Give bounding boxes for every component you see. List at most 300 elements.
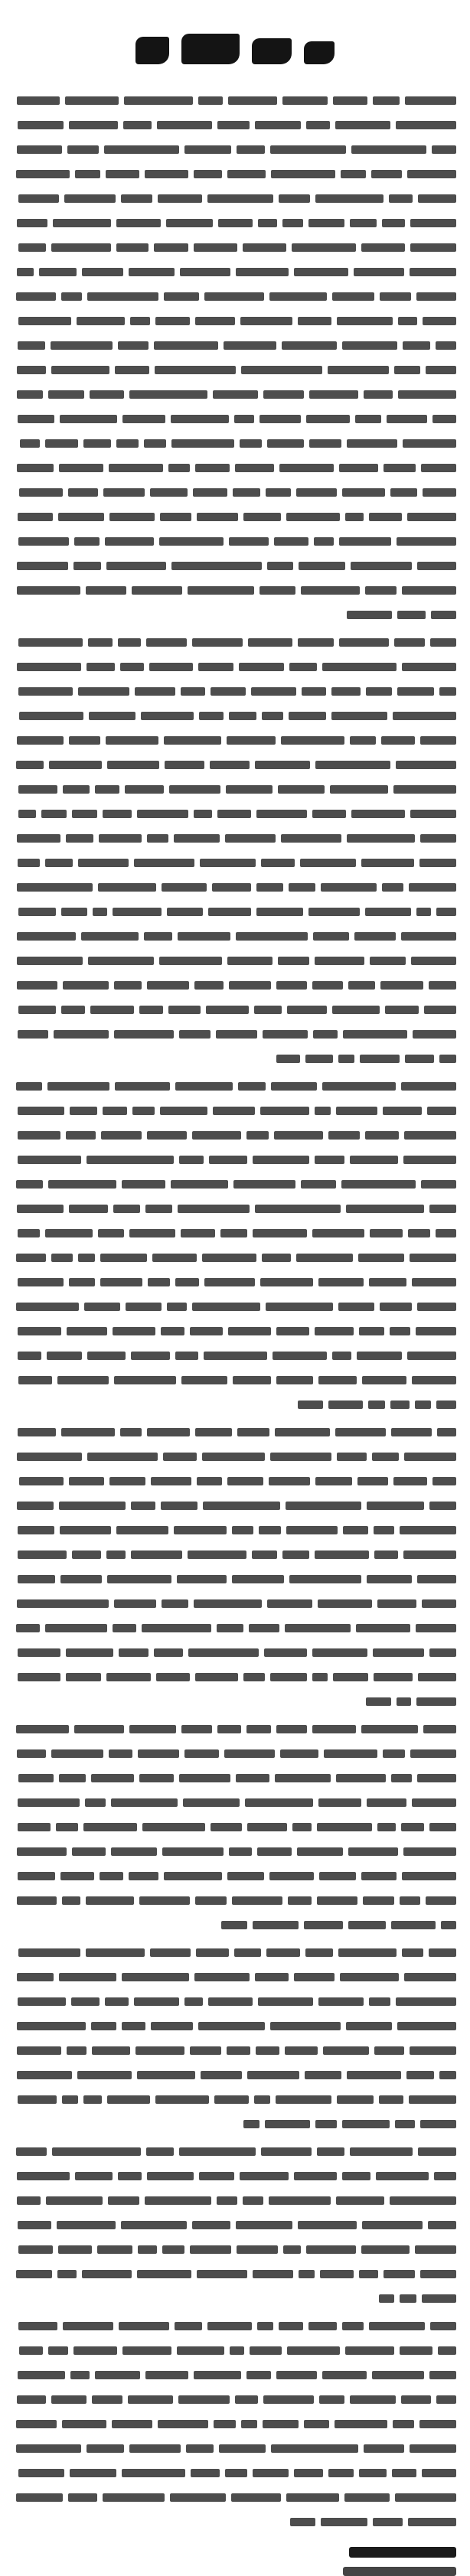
text-word bbox=[337, 2095, 374, 2104]
text-word bbox=[57, 2221, 116, 2229]
text-word bbox=[276, 1725, 307, 1733]
text-line bbox=[14, 1105, 456, 1116]
text-word bbox=[276, 2371, 317, 2379]
text-word bbox=[106, 562, 166, 570]
text-word bbox=[255, 1973, 289, 1981]
text-line bbox=[14, 1549, 456, 1560]
text-word bbox=[18, 341, 45, 350]
text-word bbox=[179, 1156, 204, 1164]
text-word bbox=[410, 219, 456, 227]
text-word bbox=[18, 415, 54, 423]
text-word bbox=[380, 1303, 412, 1311]
text-word bbox=[58, 513, 104, 521]
text-word bbox=[180, 268, 230, 276]
text-word bbox=[214, 2095, 249, 2104]
text-word bbox=[343, 1526, 368, 1534]
text-word bbox=[129, 1229, 175, 1237]
text-word bbox=[259, 415, 301, 423]
text-word bbox=[145, 2371, 188, 2379]
text-word bbox=[86, 1948, 145, 1957]
text-word bbox=[74, 537, 100, 546]
text-word bbox=[271, 2444, 358, 2453]
text-word bbox=[321, 2518, 367, 2526]
text-word bbox=[346, 1205, 424, 1213]
text-line bbox=[14, 1797, 456, 1808]
text-word bbox=[129, 1872, 158, 1880]
text-word bbox=[209, 1156, 247, 1164]
text-word bbox=[86, 2444, 124, 2453]
text-word bbox=[107, 1575, 171, 1583]
text-word bbox=[390, 1327, 410, 1335]
text-word bbox=[396, 1997, 456, 2006]
text-word bbox=[380, 981, 423, 990]
text-word bbox=[18, 1526, 54, 1534]
text-word bbox=[322, 1082, 396, 1091]
text-word bbox=[269, 1872, 314, 1880]
text-word bbox=[339, 464, 378, 472]
text-word bbox=[384, 464, 416, 472]
text-word bbox=[227, 1477, 263, 1485]
text-word bbox=[101, 1131, 142, 1140]
text-word bbox=[312, 981, 343, 990]
text-word bbox=[393, 2420, 414, 2428]
text-word bbox=[404, 1453, 456, 1461]
text-word bbox=[266, 1303, 333, 1311]
text-word bbox=[63, 785, 90, 794]
text-word bbox=[269, 292, 327, 301]
text-word bbox=[155, 2095, 209, 2104]
headline-word bbox=[181, 34, 240, 64]
text-word bbox=[16, 2444, 81, 2453]
text-word bbox=[320, 2270, 354, 2278]
text-word bbox=[68, 2493, 97, 2502]
text-word bbox=[216, 1030, 257, 1039]
text-word bbox=[204, 292, 264, 301]
text-word bbox=[208, 908, 251, 916]
text-word bbox=[198, 2022, 265, 2030]
text-word bbox=[306, 121, 330, 129]
text-word bbox=[138, 1749, 179, 1758]
text-word bbox=[262, 1254, 291, 1262]
text-word bbox=[415, 1400, 431, 1409]
text-word bbox=[18, 1428, 56, 1436]
headline-word bbox=[252, 38, 292, 64]
text-word bbox=[410, 243, 456, 252]
text-word bbox=[387, 415, 427, 423]
text-word bbox=[385, 1006, 419, 1014]
text-word bbox=[198, 663, 233, 671]
text-word bbox=[410, 2046, 456, 2055]
text-word bbox=[175, 1082, 233, 1091]
text-word bbox=[430, 638, 456, 647]
text-word bbox=[322, 663, 397, 671]
text-word bbox=[61, 1006, 85, 1014]
text-word bbox=[344, 2493, 390, 2502]
text-word bbox=[263, 1030, 308, 1039]
text-word bbox=[374, 1526, 394, 1534]
text-word bbox=[18, 1376, 52, 1384]
text-word bbox=[256, 908, 303, 916]
text-word bbox=[115, 1082, 170, 1091]
text-line bbox=[14, 609, 456, 620]
text-line bbox=[14, 1723, 456, 1734]
text-word bbox=[313, 1030, 338, 1039]
text-word bbox=[56, 1823, 78, 1831]
text-word bbox=[338, 1303, 374, 1311]
text-word bbox=[104, 145, 179, 154]
text-word bbox=[45, 859, 73, 867]
text-word bbox=[150, 1948, 191, 1957]
text-line bbox=[14, 193, 456, 204]
text-word bbox=[78, 687, 129, 696]
text-word bbox=[95, 2371, 140, 2379]
text-word bbox=[298, 1400, 323, 1409]
text-word bbox=[290, 2518, 315, 2526]
text-word bbox=[17, 663, 81, 671]
text-word bbox=[134, 859, 194, 867]
text-word bbox=[248, 638, 292, 647]
text-word bbox=[271, 170, 335, 178]
text-word bbox=[86, 1156, 174, 1164]
text-word bbox=[364, 390, 393, 399]
column-paragraph bbox=[14, 637, 456, 1064]
text-word bbox=[139, 1006, 163, 1014]
text-word bbox=[229, 981, 271, 990]
text-word bbox=[312, 810, 346, 818]
text-word bbox=[18, 1948, 80, 1957]
text-word bbox=[278, 957, 309, 965]
text-line bbox=[14, 217, 456, 228]
text-word bbox=[342, 2322, 364, 2330]
text-word bbox=[171, 1180, 228, 1189]
text-word bbox=[367, 1798, 406, 1807]
text-word bbox=[45, 439, 78, 448]
text-word bbox=[16, 1725, 69, 1733]
text-word bbox=[412, 1798, 456, 1807]
text-word bbox=[67, 2046, 86, 2055]
text-word bbox=[61, 292, 82, 301]
text-word bbox=[422, 2469, 456, 2477]
text-word bbox=[247, 2071, 299, 2079]
text-word bbox=[129, 1725, 176, 1733]
text-word bbox=[72, 1847, 106, 1856]
text-word bbox=[183, 1798, 240, 1807]
text-word bbox=[19, 488, 63, 497]
text-line bbox=[14, 1772, 456, 1783]
text-word bbox=[190, 2046, 221, 2055]
text-word bbox=[122, 2022, 145, 2030]
text-word bbox=[158, 2420, 208, 2428]
text-word bbox=[47, 1082, 109, 1091]
text-line bbox=[14, 906, 456, 917]
text-word bbox=[51, 243, 111, 252]
text-word bbox=[333, 96, 367, 105]
text-word bbox=[253, 1156, 309, 1164]
text-word bbox=[369, 1997, 390, 2006]
text-word bbox=[17, 2071, 72, 2079]
text-word bbox=[416, 1327, 456, 1335]
text-word bbox=[88, 638, 113, 647]
text-word bbox=[403, 1550, 456, 1559]
text-word bbox=[324, 1749, 377, 1758]
text-word bbox=[430, 2322, 456, 2330]
text-word bbox=[195, 1428, 232, 1436]
text-word bbox=[259, 1526, 281, 1534]
text-word bbox=[237, 1428, 269, 1436]
text-line bbox=[14, 2020, 456, 2031]
text-line bbox=[14, 1053, 456, 1064]
text-word bbox=[337, 317, 393, 325]
text-word bbox=[351, 145, 426, 154]
text-word bbox=[69, 1205, 108, 1213]
text-word bbox=[109, 464, 163, 472]
text-word bbox=[439, 687, 456, 696]
text-word bbox=[350, 736, 376, 745]
text-word bbox=[431, 611, 456, 619]
text-word bbox=[92, 2046, 130, 2055]
text-word bbox=[287, 1006, 327, 1014]
text-word bbox=[18, 1156, 81, 1164]
text-word bbox=[17, 1847, 67, 1856]
text-word bbox=[194, 170, 222, 178]
text-word bbox=[270, 1453, 331, 1461]
text-word bbox=[276, 981, 307, 990]
text-word bbox=[230, 2346, 244, 2355]
text-word bbox=[243, 243, 286, 252]
text-word bbox=[410, 2444, 456, 2453]
text-word bbox=[289, 663, 317, 671]
text-word bbox=[232, 1526, 253, 1534]
text-word bbox=[418, 194, 456, 203]
column-paragraph bbox=[14, 95, 456, 620]
text-word bbox=[18, 1278, 64, 1286]
text-line bbox=[14, 882, 456, 892]
text-word bbox=[18, 1229, 40, 1237]
text-word bbox=[41, 810, 67, 818]
text-word bbox=[330, 785, 388, 794]
text-word bbox=[145, 1205, 172, 1213]
text-word bbox=[441, 1921, 456, 1929]
text-line bbox=[14, 1573, 456, 1584]
text-word bbox=[164, 1872, 222, 1880]
text-line bbox=[14, 2492, 456, 2503]
column-headline bbox=[135, 34, 335, 64]
text-word bbox=[354, 932, 396, 941]
text-word bbox=[120, 1428, 142, 1436]
text-word bbox=[374, 1550, 398, 1559]
text-word bbox=[64, 194, 116, 203]
text-word bbox=[383, 1107, 422, 1115]
text-word bbox=[131, 1502, 155, 1510]
text-word bbox=[179, 1030, 211, 1039]
text-word bbox=[259, 586, 295, 595]
text-word bbox=[362, 1376, 406, 1384]
text-line bbox=[14, 2195, 456, 2206]
text-word bbox=[106, 736, 158, 745]
text-word bbox=[318, 1278, 364, 1286]
text-word bbox=[105, 1997, 129, 2006]
text-word bbox=[361, 1725, 418, 1733]
text-line bbox=[14, 1374, 456, 1385]
text-word bbox=[237, 2245, 278, 2254]
text-word bbox=[75, 2172, 113, 2180]
text-word bbox=[400, 2346, 432, 2355]
text-line bbox=[14, 1846, 456, 1857]
text-word bbox=[315, 1107, 331, 1115]
text-word bbox=[86, 1896, 134, 1905]
column-paragraph bbox=[14, 1427, 456, 1707]
text-word bbox=[396, 761, 456, 769]
text-word bbox=[366, 1697, 391, 1706]
text-word bbox=[48, 1180, 116, 1189]
text-word bbox=[211, 687, 246, 696]
text-word bbox=[397, 1697, 411, 1706]
text-word bbox=[162, 1599, 188, 1608]
text-line bbox=[14, 1748, 456, 1759]
text-word bbox=[348, 1921, 386, 1929]
text-word bbox=[243, 513, 281, 521]
text-word bbox=[278, 785, 325, 794]
text-word bbox=[243, 2120, 259, 2128]
text-word bbox=[165, 761, 204, 769]
text-word bbox=[299, 2270, 315, 2278]
text-word bbox=[234, 1948, 261, 1957]
text-word bbox=[17, 736, 64, 745]
text-word bbox=[224, 341, 276, 350]
text-word bbox=[274, 537, 308, 546]
text-word bbox=[160, 513, 191, 521]
text-line bbox=[14, 266, 456, 277]
text-word bbox=[348, 1847, 398, 1856]
text-word bbox=[181, 1725, 212, 1733]
text-word bbox=[282, 1550, 309, 1559]
text-word bbox=[267, 562, 293, 570]
text-word bbox=[122, 415, 165, 423]
text-word bbox=[16, 2147, 47, 2156]
text-word bbox=[369, 513, 402, 521]
text-word bbox=[304, 2420, 329, 2428]
text-word bbox=[262, 712, 283, 720]
text-word bbox=[100, 1872, 123, 1880]
text-word bbox=[16, 2420, 57, 2428]
text-word bbox=[199, 712, 224, 720]
text-word bbox=[17, 1453, 82, 1461]
text-word bbox=[131, 1550, 182, 1559]
text-word bbox=[62, 2420, 106, 2428]
text-word bbox=[152, 1254, 197, 1262]
text-word bbox=[237, 145, 265, 154]
text-word bbox=[409, 883, 456, 892]
text-word bbox=[420, 2120, 456, 2128]
text-word bbox=[286, 2493, 339, 2502]
text-word bbox=[109, 513, 155, 521]
text-word bbox=[226, 785, 273, 794]
text-word bbox=[308, 2322, 337, 2330]
text-word bbox=[240, 2172, 289, 2180]
text-word bbox=[18, 1352, 41, 1360]
text-word bbox=[337, 1453, 367, 1461]
text-word bbox=[77, 2071, 132, 2079]
text-word bbox=[135, 2046, 184, 2055]
text-word bbox=[144, 932, 172, 941]
text-word bbox=[411, 957, 456, 965]
text-word bbox=[88, 957, 154, 965]
text-word bbox=[109, 1477, 145, 1485]
text-word bbox=[154, 243, 188, 252]
text-line bbox=[14, 2467, 456, 2478]
text-word bbox=[70, 2371, 90, 2379]
text-line bbox=[14, 389, 456, 399]
text-word bbox=[416, 1697, 456, 1706]
text-word bbox=[417, 1774, 456, 1782]
text-word bbox=[312, 1673, 328, 1681]
text-word bbox=[116, 439, 139, 448]
text-word bbox=[17, 2046, 61, 2055]
text-word bbox=[253, 1229, 307, 1237]
text-word bbox=[255, 761, 310, 769]
text-word bbox=[276, 1055, 300, 1063]
text-word bbox=[340, 1973, 399, 1981]
text-word bbox=[432, 1477, 456, 1485]
text-word bbox=[69, 1278, 95, 1286]
text-word bbox=[393, 712, 456, 720]
text-word bbox=[233, 488, 260, 497]
text-word bbox=[17, 1973, 54, 1981]
text-word bbox=[39, 268, 77, 276]
text-word bbox=[125, 785, 164, 794]
text-word bbox=[236, 932, 308, 941]
text-word bbox=[83, 2095, 102, 2104]
text-word bbox=[294, 268, 348, 276]
text-word bbox=[317, 1823, 372, 1831]
text-word bbox=[123, 121, 152, 129]
text-word bbox=[204, 1278, 255, 1286]
text-word bbox=[276, 1376, 313, 1384]
text-word bbox=[276, 2095, 331, 2104]
text-word bbox=[118, 638, 141, 647]
text-word bbox=[256, 2046, 279, 2055]
text-word bbox=[312, 1725, 356, 1733]
text-word bbox=[313, 932, 349, 941]
text-word bbox=[266, 488, 291, 497]
text-line bbox=[14, 1622, 456, 1633]
text-word bbox=[147, 981, 189, 990]
text-word bbox=[318, 1997, 364, 2006]
text-word bbox=[168, 464, 190, 472]
text-word bbox=[317, 2147, 344, 2156]
text-word bbox=[207, 2322, 252, 2330]
text-word bbox=[342, 341, 397, 350]
text-word bbox=[170, 2493, 226, 2502]
text-word bbox=[305, 2071, 341, 2079]
text-word bbox=[369, 1278, 406, 1286]
text-word bbox=[220, 1229, 247, 1237]
text-word bbox=[398, 317, 417, 325]
text-word bbox=[257, 1847, 292, 1856]
text-word bbox=[265, 2120, 310, 2128]
text-word bbox=[203, 1502, 280, 1510]
text-line bbox=[14, 119, 456, 130]
text-word bbox=[227, 2046, 250, 2055]
text-word bbox=[118, 2172, 142, 2180]
text-word bbox=[75, 170, 100, 178]
text-word bbox=[281, 736, 344, 745]
text-word bbox=[188, 586, 254, 595]
text-word bbox=[348, 981, 375, 990]
text-word bbox=[309, 390, 358, 399]
text-word bbox=[174, 1526, 227, 1534]
text-word bbox=[109, 1749, 132, 1758]
